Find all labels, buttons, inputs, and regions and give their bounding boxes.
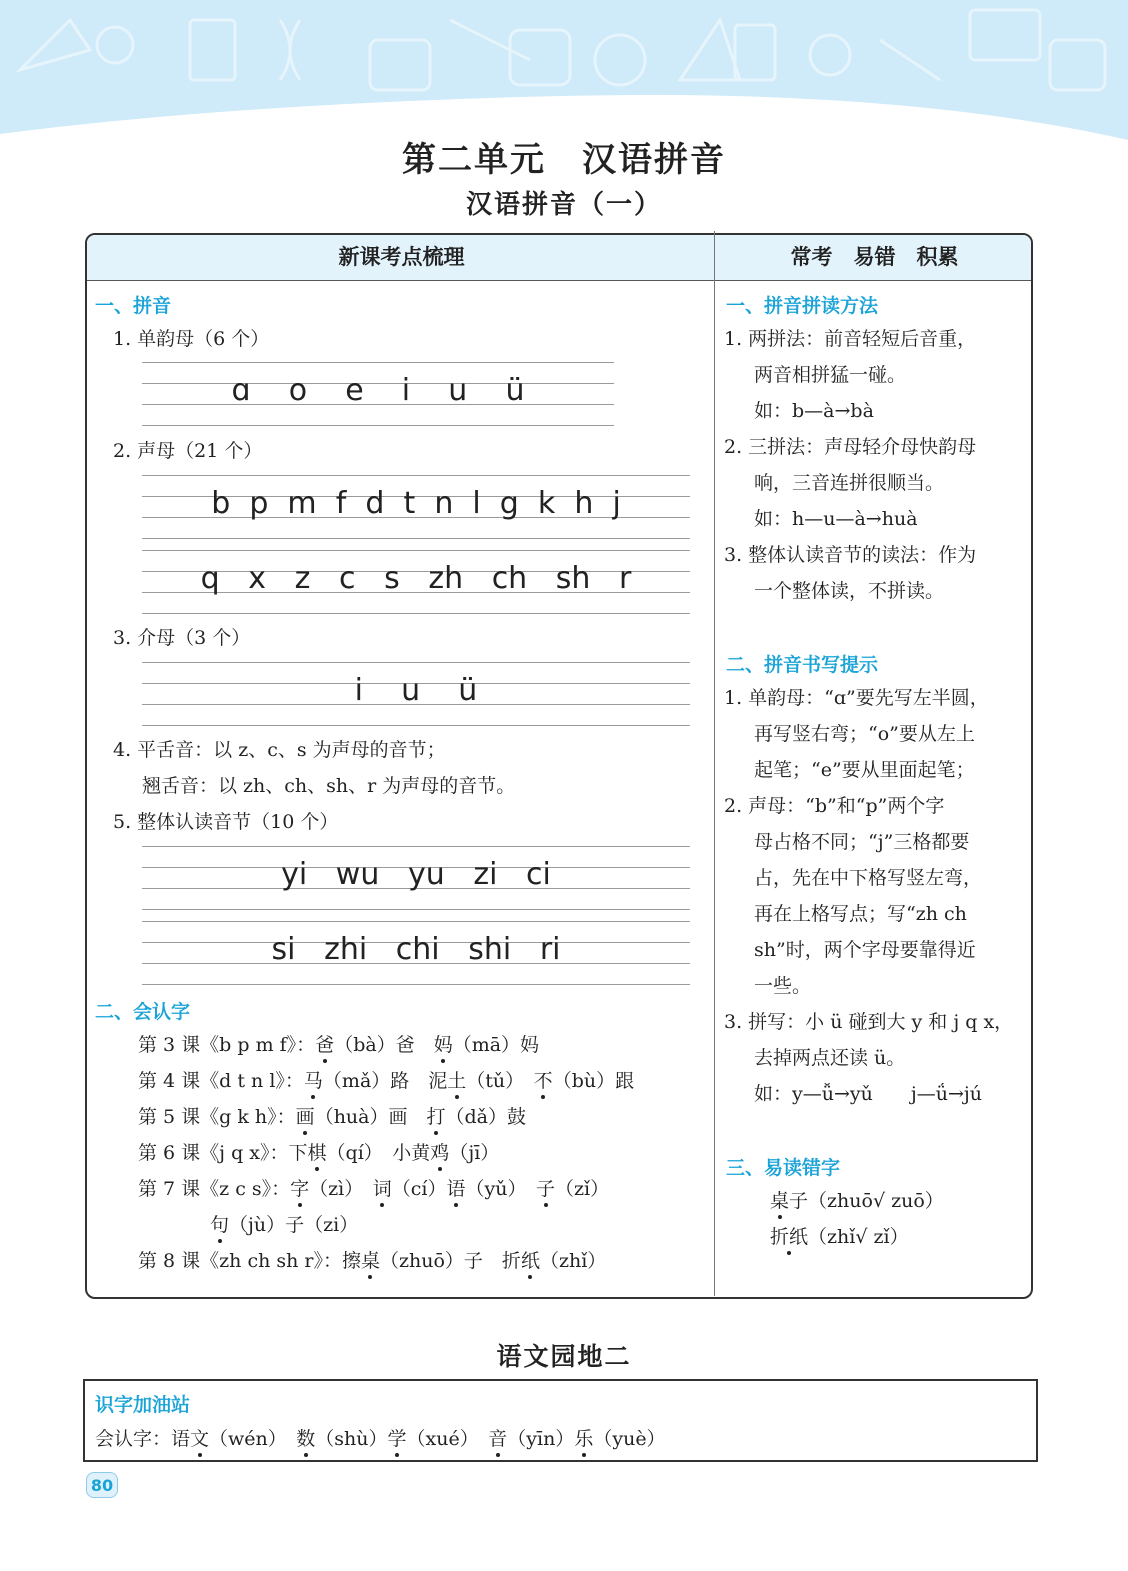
tip-3-example: 如：y—ǚ→yǔ j—ǘ→jú bbox=[754, 1083, 983, 1105]
lesson-5-line: 第 5 课《g k h》：画（huà）画 打（dǎ）鼓 bbox=[138, 1106, 527, 1128]
tip-2-line-6: 一些。 bbox=[754, 975, 812, 997]
item-whole-syllables: 5. 整体认读音节（10 个） bbox=[113, 811, 339, 833]
tip-2-line-2: 母占格不同；“j”三格都要 bbox=[754, 831, 970, 853]
medials-staff bbox=[142, 662, 690, 726]
initials-staff-1 bbox=[142, 475, 690, 539]
vowels-letters: ɑ o e i u ü bbox=[231, 373, 525, 408]
item-medials: 3. 介母（3 个） bbox=[113, 627, 251, 649]
section-misread-chars: 三、易读错字 bbox=[726, 1157, 841, 1179]
lesson-title: 汉语拼音（一） bbox=[465, 190, 662, 220]
section-spelling-methods: 一、拼音拼读方法 bbox=[726, 295, 879, 317]
whole-syllables-staff-2 bbox=[142, 921, 690, 985]
item-initials: 2. 声母（21 个） bbox=[113, 440, 263, 462]
section-pinyin: 一、拼音 bbox=[95, 295, 172, 317]
item-flat-tongue: 4. 平舌音：以 z、c、s 为声母的音节； bbox=[113, 739, 446, 761]
column-divider bbox=[714, 231, 715, 1296]
left-column-header: 新课考点梳理 bbox=[87, 235, 716, 281]
right-column-header: 常考 易错 积累 bbox=[716, 235, 1033, 281]
medials-letters: i u ü bbox=[354, 673, 478, 708]
item-retroflex: 翘舌音：以 zh、ch、sh、r 为声母的音节。 bbox=[142, 775, 516, 797]
section-recognize-chars: 二、会认字 bbox=[95, 1001, 191, 1023]
three-part-spelling-2: 响，三音连拼很顺当。 bbox=[754, 472, 945, 494]
tip-1-line-1: 1. 单韵母：“ɑ”要先写左半圆， bbox=[724, 687, 989, 709]
whole-reading-method: 3. 整体认读音节的读法：作为 bbox=[724, 544, 977, 566]
decorative-banner bbox=[0, 0, 1128, 140]
lesson-4-line: 第 4 课《d t n l》：马（mǎ）路 泥土（tǔ） 不（bù）跟 bbox=[138, 1070, 635, 1092]
tip-2-line-1: 2. 声母：“b”和“p”两个字 bbox=[724, 795, 945, 817]
tip-3-line-2: 去掉两点还读 ü。 bbox=[754, 1047, 906, 1069]
two-part-spelling-2: 两音相拼猛一碰。 bbox=[754, 364, 907, 386]
initials-staff-2 bbox=[142, 550, 690, 614]
item-single-vowels: 1. 单韵母（6 个） bbox=[113, 328, 270, 350]
tip-1-line-2: 再写竖右弯；“o”要从左上 bbox=[754, 723, 975, 745]
three-part-spelling: 2. 三拼法：声母轻介母快韵母 bbox=[724, 436, 977, 458]
whole-reading-method-2: 一个整体读，不拼读。 bbox=[754, 580, 945, 602]
section-literacy-station: 识字加油站 bbox=[95, 1394, 191, 1416]
tip-2-line-4: 再在上格写点；写“zh ch bbox=[754, 903, 967, 925]
misread-item-1: 桌子（zhuō√ zuō） bbox=[770, 1190, 944, 1212]
lesson-8-line: 第 8 课《zh ch sh r》：擦桌（zhuō）子 折纸（zhǐ） bbox=[138, 1250, 607, 1272]
page-number: 80 bbox=[86, 1472, 118, 1498]
misread-item-2: 折纸（zhǐ√ zǐ） bbox=[770, 1226, 909, 1248]
garden-recognize-line: 会认字：语文（wén） 数（shù）学（xué） 音（yīn）乐（yuè） bbox=[95, 1428, 666, 1450]
section-writing-tips: 二、拼音书写提示 bbox=[726, 654, 879, 676]
initials-row-2: q x z c s zh ch sh r bbox=[200, 561, 632, 596]
tip-2-line-3: 占，先在中下格写竖左弯， bbox=[754, 867, 983, 889]
tip-3-line-1: 3. 拼写：小 ü 碰到大 y 和 j q x， bbox=[724, 1011, 1014, 1033]
whole-syllables-row-2: si zhi chi shi ri bbox=[271, 932, 561, 967]
tip-1-line-3: 起笔；“e”要从里面起笔； bbox=[754, 759, 975, 781]
three-part-example: 如：h—u—à→huà bbox=[754, 508, 918, 530]
two-part-spelling: 1. 两拼法：前音轻短后音重， bbox=[724, 328, 977, 350]
whole-syllables-row-1: yi wu yu zi ci bbox=[281, 857, 551, 892]
lesson-7-line-2: 句（jù）子（zi） bbox=[210, 1214, 359, 1236]
lesson-3-line: 第 3 课《b p m f》：爸（bà）爸 妈（mā）妈 bbox=[138, 1034, 540, 1056]
initials-row-1: b p m f d t n l g k h j bbox=[211, 486, 621, 521]
vowels-writing-staff bbox=[142, 362, 614, 426]
lesson-7-line: 第 7 课《z c s》：字（zì） 词（cí）语（yǔ） 子（zǐ） bbox=[138, 1178, 610, 1200]
whole-syllables-staff-1 bbox=[142, 846, 690, 910]
two-part-example: 如：b—à→bà bbox=[754, 400, 874, 422]
lesson-6-line: 第 6 课《j q x》：下棋（qí） 小黄鸡（jī） bbox=[138, 1142, 500, 1164]
unit-title: 第二单元 汉语拼音 bbox=[402, 140, 726, 180]
garden-title: 语文园地二 bbox=[496, 1342, 632, 1371]
tip-2-line-5: sh”时，两个字母要靠得近 bbox=[754, 939, 976, 961]
